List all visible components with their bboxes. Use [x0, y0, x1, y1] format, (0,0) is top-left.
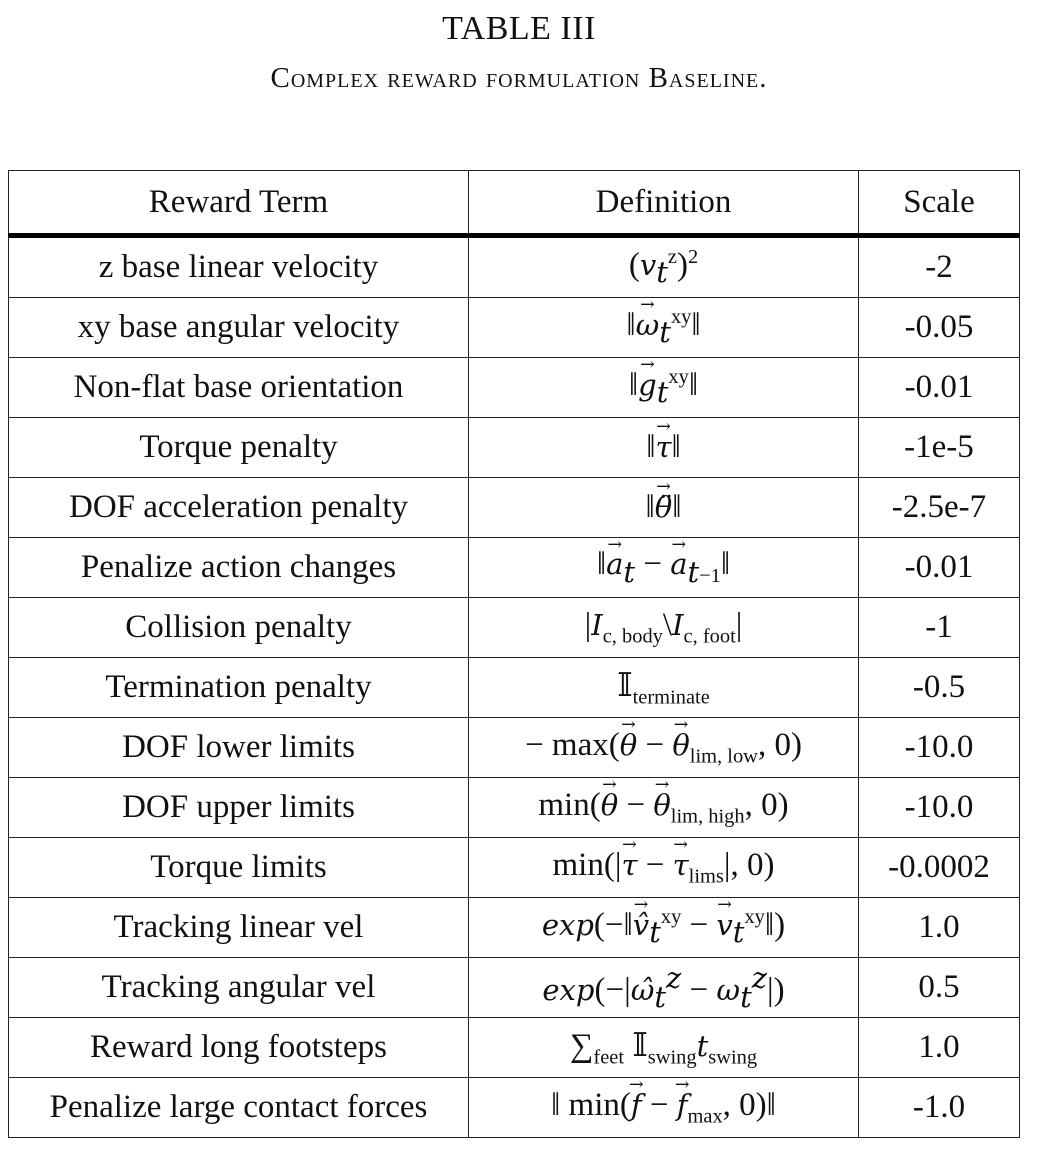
scale-cell: -10.0 [859, 718, 1020, 778]
reward-term-cell: DOF acceleration penalty [9, 478, 469, 538]
reward-term-cell: Termination penalty [9, 658, 469, 718]
definition-cell: ‖θ̈ →‖ [469, 478, 859, 538]
scale-cell: -2.5e-7 [859, 478, 1020, 538]
reward-term-cell: z base linear velocity [9, 236, 469, 298]
reward-term-cell: xy base angular velocity [9, 298, 469, 358]
table-row [9, 598, 1020, 658]
table-row [9, 718, 1020, 778]
scale-cell: 1.0 [859, 1018, 1020, 1078]
table-row [9, 298, 1020, 358]
reward-term-cell: DOF lower limits [9, 718, 469, 778]
definition-cell: exp(−‖v̂ $\to_t^{xy} - v$ $\to_t^{xy}‖$) [469, 898, 859, 958]
reward-term-cell: DOF upper limits [9, 778, 469, 838]
table-row [9, 358, 1020, 418]
definition-cell: min(|τ → − $\tau \to_{lims}|$, 0) [469, 838, 859, 898]
scale-cell: -10.0 [859, 778, 1020, 838]
scale-cell: -1 [859, 598, 1020, 658]
definition-cell: ‖g $\to_t^{xy}‖$ [469, 358, 859, 418]
table-row [9, 778, 1020, 838]
table-title: TABLE III [442, 10, 596, 47]
table-row [9, 236, 1020, 298]
definition-cell: $(v_t^z)^2$ [469, 236, 859, 298]
scale-cell: -0.0002 [859, 838, 1020, 898]
scale-cell: -1e-5 [859, 418, 1020, 478]
scale-cell: -0.01 [859, 358, 1020, 418]
header-scale: Scale [859, 171, 1020, 236]
header-definition: Definition [469, 171, 859, 236]
table-row [9, 418, 1020, 478]
scale-cell: -2 [859, 236, 1020, 298]
definition-cell: 𝕀$_{terminate}$ [469, 658, 859, 718]
reward-table [8, 170, 1020, 1138]
definition-cell: $\sum_{feet}$ $𝕀_{swing}t_{swing}$ [469, 1018, 859, 1078]
definition-cell: ‖τ →‖ [469, 418, 859, 478]
scale-cell: 0.5 [859, 958, 1020, 1018]
definition-cell: $\exp(-|\omegâ_t^z - \omega_t^z|)$ [469, 958, 859, 1018]
table-row [9, 1018, 1020, 1078]
reward-term-cell: Collision penalty [9, 598, 469, 658]
table-row [9, 538, 1020, 598]
table-row [9, 898, 1020, 958]
scale-cell: -1.0 [859, 1078, 1020, 1138]
scale-cell: 1.0 [859, 898, 1020, 958]
scale-cell: -0.05 [859, 298, 1020, 358]
header-row [9, 171, 1020, 236]
scale-cell: -0.5 [859, 658, 1020, 718]
reward-term-cell: Tracking linear vel [9, 898, 469, 958]
reward-term-cell: Non-flat base orientation [9, 358, 469, 418]
reward-term-cell: Tracking angular vel [9, 958, 469, 1018]
table-row [9, 958, 1020, 1018]
definition-cell: $|I_{c, body}\backslash I_{c, foot}|$ [469, 598, 859, 658]
reward-term-cell: Reward long footsteps [9, 1018, 469, 1078]
reward-term-cell: Penalize large contact forces [9, 1078, 469, 1138]
definition-cell: ‖ min(f → − $f \to_{max}$, 0)‖ [469, 1078, 859, 1138]
definition-cell: − max(θ → − $\theta \to_{lim, low}$, 0) [469, 718, 859, 778]
header-reward-term: Reward Term [9, 171, 469, 236]
table-row [9, 478, 1020, 538]
table-subtitle: Complex reward formulation Baseline. [270, 62, 768, 94]
table-row [9, 658, 1020, 718]
reward-term-cell: Torque penalty [9, 418, 469, 478]
reward-term-cell: Penalize action changes [9, 538, 469, 598]
reward-term-cell: Torque limits [9, 838, 469, 898]
table-row [9, 1078, 1020, 1138]
definition-cell: ‖ω $\to_t^{xy}‖$ [469, 298, 859, 358]
table-body [9, 236, 1020, 1138]
definition-cell: ‖a $\to_t - a$ $\to_{t-1}‖$ [469, 538, 859, 598]
table-row [9, 838, 1020, 898]
scale-cell: -0.01 [859, 538, 1020, 598]
definition-cell: min(θ → − $\theta \to_{lim, high}$, 0) [469, 778, 859, 838]
